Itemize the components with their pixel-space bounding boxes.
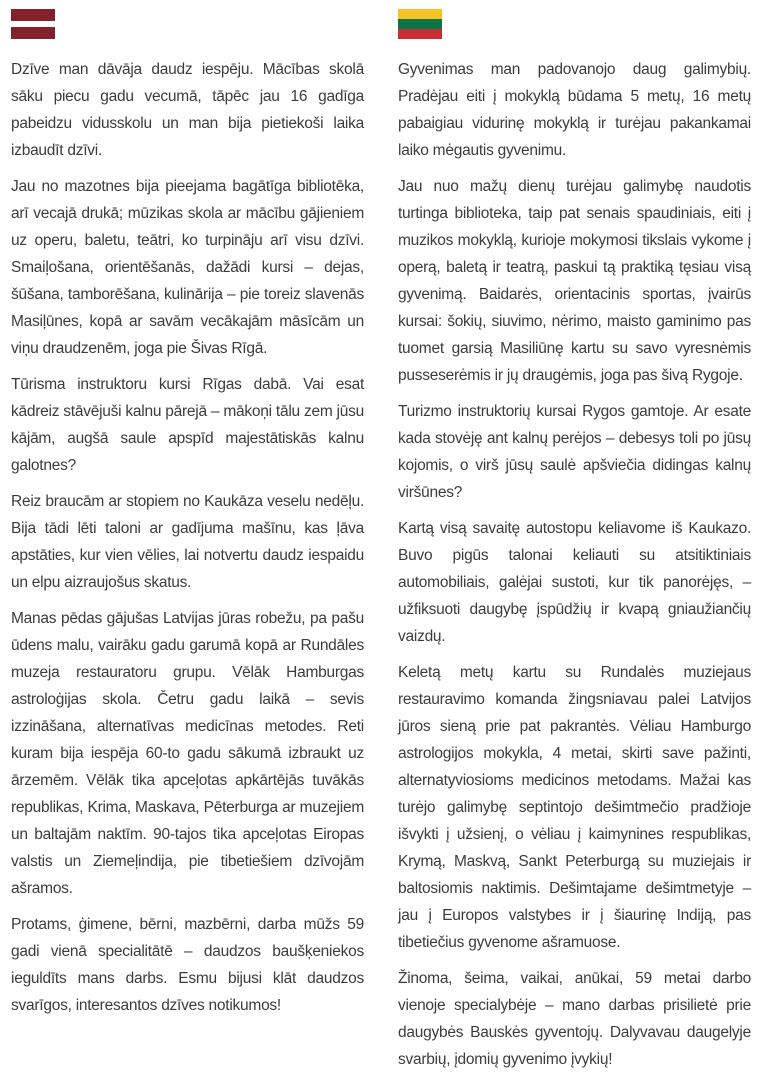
paragraph: Turizmo instruktorių kursai Rygos gamtoje. Ar esate kada stovėję ant kalnų perėjos – debesys toli po jūsų kojomis, o virš jūsų saulė apšviečia didingas kalnų viršūnes? [398,403,751,501]
paragraph: Keletą metų kartu su Rundalės muziejaus restauravimo komanda žingsniavau palei Latvijos jūros sieną prie pat pakrantės. Vėliau Hamburgo astrologijos mokykla, 4 metai, skirti save pažinti, alternatyviosioms medicinos metodams. Mažai kas turėjo galimybę septintojo dešimtmečio pradžioje išvykti į užsienį, o vėliau į kaimynines respublikas, Krymą, Maskvą, Sankt Peterburgą su muziejais ir baltosiomis naktimis. Dešimtajame dešimtmetyje – jau į Europos valstybes ir į šiaurinę Indiją, pas tibetiečius gyvenome ašramuose. [398,664,751,951]
flag-stripe [398,29,442,39]
paragraph: Kartą visą savaitę autostopu keliavome iš Kaukazo. Buvo pigūs talonai keliauti su atsitiktiniais automobiliais, galėjai sustoti, kur tik panorėjęs, – užfiksuoti daugybę įspūdžių ir kvapą gniaužiančių vaizdų. [398,520,751,645]
flag-stripe [398,9,442,19]
paragraph: Dzīve man dāvāja daudz iespēju. Mācības skolā sāku piecu gadu vecumā, tāpēc jau 16 gadīga pabeidzu vidusskolu un man bija pietiekoši laika izbaudīt dzīvi. [11,61,364,159]
lithuania-flag-icon [398,9,442,39]
lithuanian-text-column [398,9,751,1073]
flag-stripe [398,19,442,29]
paragraph: Jau no mazotnes bija pieejama bagātīga bibliotēka, arī vecajā drukā; mūzikas skola ar mācību gājieniem uz operu, baletu, teātri, ko turpināju arī visu dzīvi. Smaiļošana, orientēšanās, dažādi kursi – dejas, šūšana, tamborēšana, kulinārija – pie toreiz slavenās Masiļūnes, kopā ar savām vecākajām māsīcām un viņu draudzenēm, joga pie Šivas Rīgā. [11,178,364,357]
paragraph: Protams, ģimene, bērni, mazbērni, darba mūžs 59 gadi vienā specialitātē – daudzos baušķeniekos ieguldīts mans darbs. Esmu bijusi klāt daudzos svarīgos, interesantos dzīves notikumos! [11,916,364,1014]
paragraph: Žinoma, šeima, vaikai, anūkai, 59 metai darbo vienoje specialybėje – mano darbas prisilietė prie daugybės Bauskės gyventojų. Dalyvavau daugelyje svarbių, įdomių gyvenimo įvykių! [398,970,751,1068]
paragraph: Reiz braucām ar stopiem no Kaukāza veselu nedēļu. Bija tādi lēti taloni ar gadījuma mašīnu, kas ļāva apstāties, kur vien vēlies, lai notvertu daudz iespaidu un elpu aizraujošus skatus. [11,493,364,591]
flag-stripe [11,27,55,39]
paragraph: Jau nuo mažų dienų turėjau galimybę naudotis turtinga biblioteka, taip pat senais spaudiniais, eiti į muzikos mokyklą, kurioje mokymosi tikslais vykome į operą, baletą ir teatrą, paskui tą praktiką tęsiau visą gyvenimą. Baidarės, orientacinis sportas, įvairūs kursai: šokių, siuvimo, nėrimo, maisto gaminimo pas tuomet garsią Masiliūnę kartu su savo vyresnėmis pusseserėmis ir jų draugėmis, joga pas šivą Rygoje. [398,178,751,384]
latvia-flag-icon [11,9,55,39]
paragraph: Tūrisma instruktoru kursi Rīgas dabā. Vai esat kādreiz stāvējuši kalnu pārejā – mākoņi tālu zem jūsu kājām, augšā saule apspīd majestātiskās kalnu galotnes? [11,376,364,474]
paragraph: Gyvenimas man padovanojo daug galimybių. Pradėjau eiti į mokyklą būdama 5 metų, 16 metų pabaigiau vidurinę mokyklą ir turėjau pakankamai laiko mėgautis gyvenimu. [398,61,751,159]
flag-stripe [11,9,55,21]
latvian-text-column [11,9,364,1073]
paragraph: Manas pēdas gājušas Latvijas jūras robežu, pa pašu ūdens malu, vairāku gadu garumā kopā ar Rundāles muzeja restauratoru grupu. Vēlāk Hamburgas astroloģijas skola. Četru gadu laikā – sevis izzināšana, alternatīvas medicīnas metodes. Reti kuram bija iespēja 60-to gadu sākumā izbraukt uz ārzemēm. Vēlāk tika apceļotas apkārtējās tuvākās republikas, Krima, Maskava, Pēterburga ar muzejiem un baltajām naktīm. 90-tajos tika apceļotas Eiropas valstis un Ziemeļindija, pie tibetiešiem dzīvojām ašramos. [11,610,364,897]
